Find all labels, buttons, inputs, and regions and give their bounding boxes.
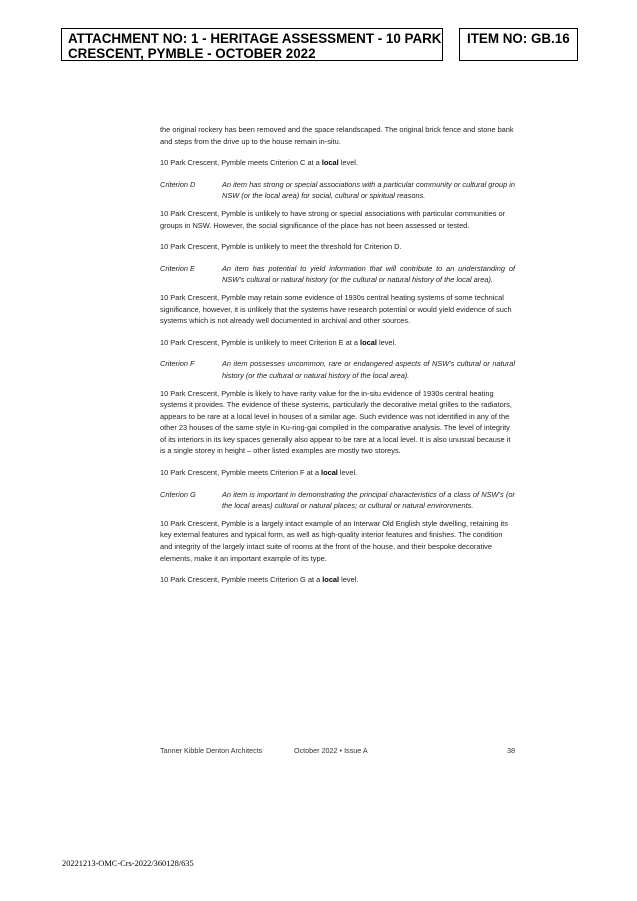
footer-firm: Tanner Kibble Denton Architects <box>160 746 263 755</box>
meets-g-text: 10 Park Crescent, Pymble meets Criterion G at a <box>160 575 323 585</box>
criterion-g-definition: An item is important in demonstrating the principal characteristics of a class of NSW’s (or the local areas) cultural or natural places; or cultural or natural environments. <box>222 489 515 511</box>
criterion-e-label: Criterion E <box>160 263 195 273</box>
page-number: 38 <box>507 746 515 755</box>
meets-c-level: local <box>321 158 339 168</box>
criterion-f-label: Criterion F <box>160 359 195 369</box>
meets-e-level: local <box>360 337 377 347</box>
meets-c-suffix: level. <box>338 158 358 168</box>
page-footer <box>160 746 515 758</box>
attachment-header <box>61 28 443 61</box>
meets-f-text: 10 Park Crescent, Pymble meets Criterion F at a <box>160 468 322 478</box>
paragraph-criterion-e-assessment: 10 Park Crescent, Pymble may retain some evidence of 1930s central heating systems of some technical significance, however, it is unlikely that the systems have research potential or would yield evidence of such systems which is not already well documented in archival and other sources. <box>160 292 512 326</box>
meets-e-text: 10 Park Crescent, Pymble is unlikely to meet Criterion E at a <box>160 337 361 347</box>
attachment-title-line1: ATTACHMENT NO: 1 - HERITAGE ASSESSMENT - 10 PARK <box>68 31 442 46</box>
item-number: ITEM NO: GB.16 <box>467 31 570 46</box>
criterion-d <box>160 179 515 202</box>
paragraph-criterion-d-conclusion: 10 Park Crescent, Pymble is unlikely to meet the threshold for Criterion D. <box>160 242 402 252</box>
document-reference: 20221213-OMC-Crs-2022/360128/635 <box>62 859 194 868</box>
criterion-d-definition: An item has strong or special associations with a particular community or cultural group in NSW (or the local area) for social, cultural or spiritual reasons. <box>222 179 515 201</box>
criterion-f-definition: An item possesses uncommon, rare or endangered aspects of NSW’s cultural or natural history (or the cultural or natural history of the local area). <box>222 359 515 380</box>
meets-e-suffix: level. <box>376 337 397 347</box>
criterion-g <box>160 489 515 512</box>
report-body <box>160 124 515 596</box>
footer-issue: October 2022 • Issue A <box>294 746 368 755</box>
criterion-f <box>160 358 515 381</box>
paragraph-criterion-f-assessment: 10 Park Crescent, Pymble is likely to have rarity value for the in-situ evidence of 1930s central heating systems it provides. The evidence of these systems, particularly the decorative metal grilles to the radiators, appears to be rare at a local level in houses of a similar age. Such evidence was not identified in any of the other 23 houses of the same style in Ku-ring-gai compiled in the comparative analysis. The level of integrity of its interiors in its key spaces generally also appear to be rare at a local level. It is also unusual because it is a single storey in height – other listed examples are mostly two storeys. <box>160 388 512 456</box>
meets-criterion-f <box>160 467 515 479</box>
meets-g-level: local <box>322 575 340 585</box>
meets-f-suffix: level. <box>337 468 358 478</box>
attachment-title-line2: CRESCENT, PYMBLE - OCTOBER 2022 <box>68 46 316 61</box>
meets-g-suffix: level. <box>339 575 359 585</box>
meets-criterion-g <box>160 574 515 586</box>
paragraph-criterion-d-assessment: 10 Park Crescent, Pymble is unlikely to have strong or special associations with particular communities or groups in NSW. However, the social significance of the place has not been assessed or tested. <box>160 208 506 230</box>
criterion-e-definition: An item has potential to yield information that will contribute to an understanding of NSW’s cultural or natural history (or the cultural or natural history of the local area). <box>222 263 515 285</box>
meets-f-level: local <box>321 468 338 478</box>
meets-criterion-c <box>160 157 515 169</box>
item-number-box <box>459 28 578 61</box>
meets-criterion-e <box>160 337 515 349</box>
paragraph-criterion-g-assessment: 10 Park Crescent, Pymble is a largely intact example of an Interwar Old English style dwelling, retaining its key external features and typical form, as well as high-quality interior features and finishes. The condition and integrity of the largely intact suite of rooms at the front of the house, and their bespoke decorative elements, make it an important example of its type. <box>160 518 508 563</box>
meets-c-text: 10 Park Crescent, Pymble meets Criterion C at a <box>160 158 322 168</box>
criterion-e <box>160 263 515 286</box>
criterion-d-label: Criterion D <box>160 179 196 189</box>
paragraph-rockery: the original rockery has been removed and the space relandscaped. The original brick fence and stone bank and steps from the drive up to the house remain in-situ. <box>160 125 514 146</box>
criterion-g-label: Criterion G <box>160 489 196 499</box>
